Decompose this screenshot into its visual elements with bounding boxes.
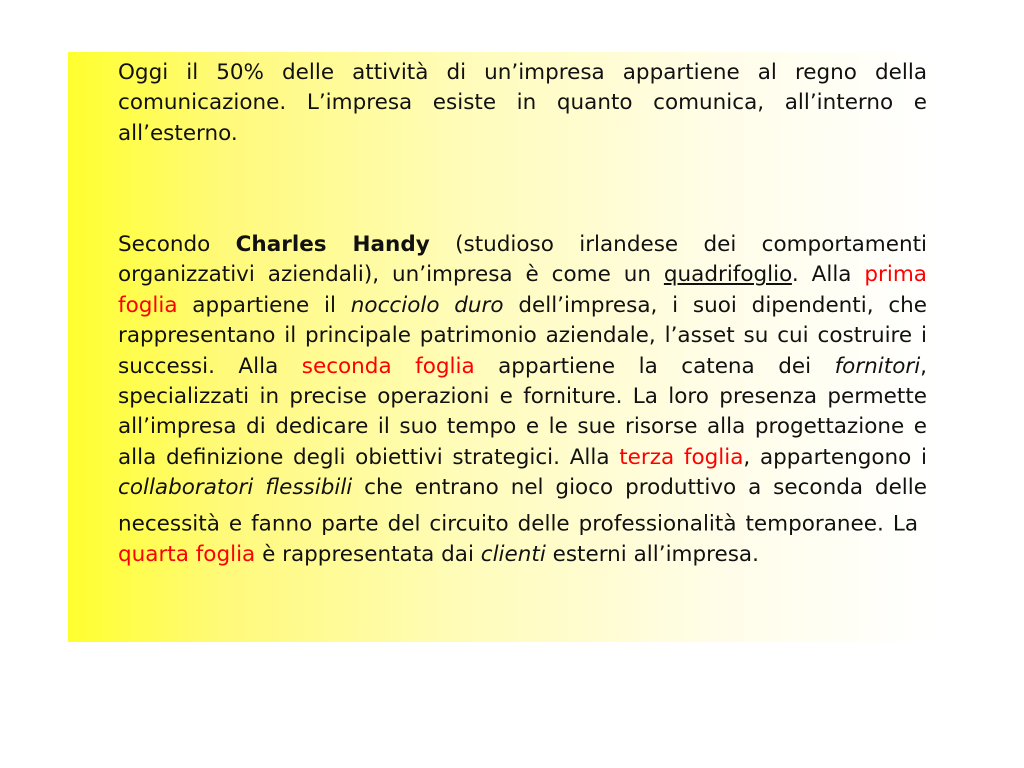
paragraph-intro-text: Oggi il 50% delle attività di un’impresa appartiene al regno della comunicazione. L’impresa esiste in quanto comunica, all’interno e all’esterno. <box>118 60 927 146</box>
flexible-collaborators-term: collaboratori flessibili <box>118 475 353 501</box>
hard-core-term: nocciolo duro <box>350 292 504 318</box>
text-segment: dell’impresa, i suoi dipendenti, che rappresentano il principale patrimonio aziendale, l’asset su cui costruire i successi. Alla <box>118 292 928 379</box>
fourth-leaf-label: quarta foglia <box>118 541 256 567</box>
author-name: Charles Handy <box>235 232 430 257</box>
text-segment: che entrano nel gioco produttivo a seconda delle necessità e fanno parte del circuito delle professionalità temporanee. La <box>118 475 927 537</box>
text-segment: . Alla <box>791 262 865 288</box>
text-segment: (studioso irlandese dei comportamenti organizzativi aziendali), un’impresa è come un <box>118 232 927 288</box>
text-segment: è rappresentata dai <box>255 541 481 567</box>
paragraph-handy <box>118 230 927 570</box>
first-leaf-label: prima foglia <box>118 262 927 318</box>
text-segment: esterni all’impresa. <box>545 541 759 567</box>
text-segment: Secondo <box>118 232 236 257</box>
quadrifoglio-term: quadrifoglio <box>663 262 792 288</box>
third-leaf-label: terza foglia <box>619 444 744 470</box>
clients-term: clienti <box>480 541 546 567</box>
text-segment: , appartengono i <box>743 444 927 470</box>
second-leaf-label: seconda foglia <box>301 353 475 379</box>
text-segment: , specializzati in precise operazioni e forniture. La loro presenza permette all’impresa di dedicare il suo tempo e le sue risorse alla progettazione e alla definizione degli obiettivi strategici. Alla <box>118 353 928 470</box>
paragraph-intro <box>118 58 927 149</box>
text-segment: appartiene la catena dei <box>474 353 835 379</box>
text-segment: appartiene il <box>177 292 351 318</box>
suppliers-term: fornitori <box>834 353 921 379</box>
